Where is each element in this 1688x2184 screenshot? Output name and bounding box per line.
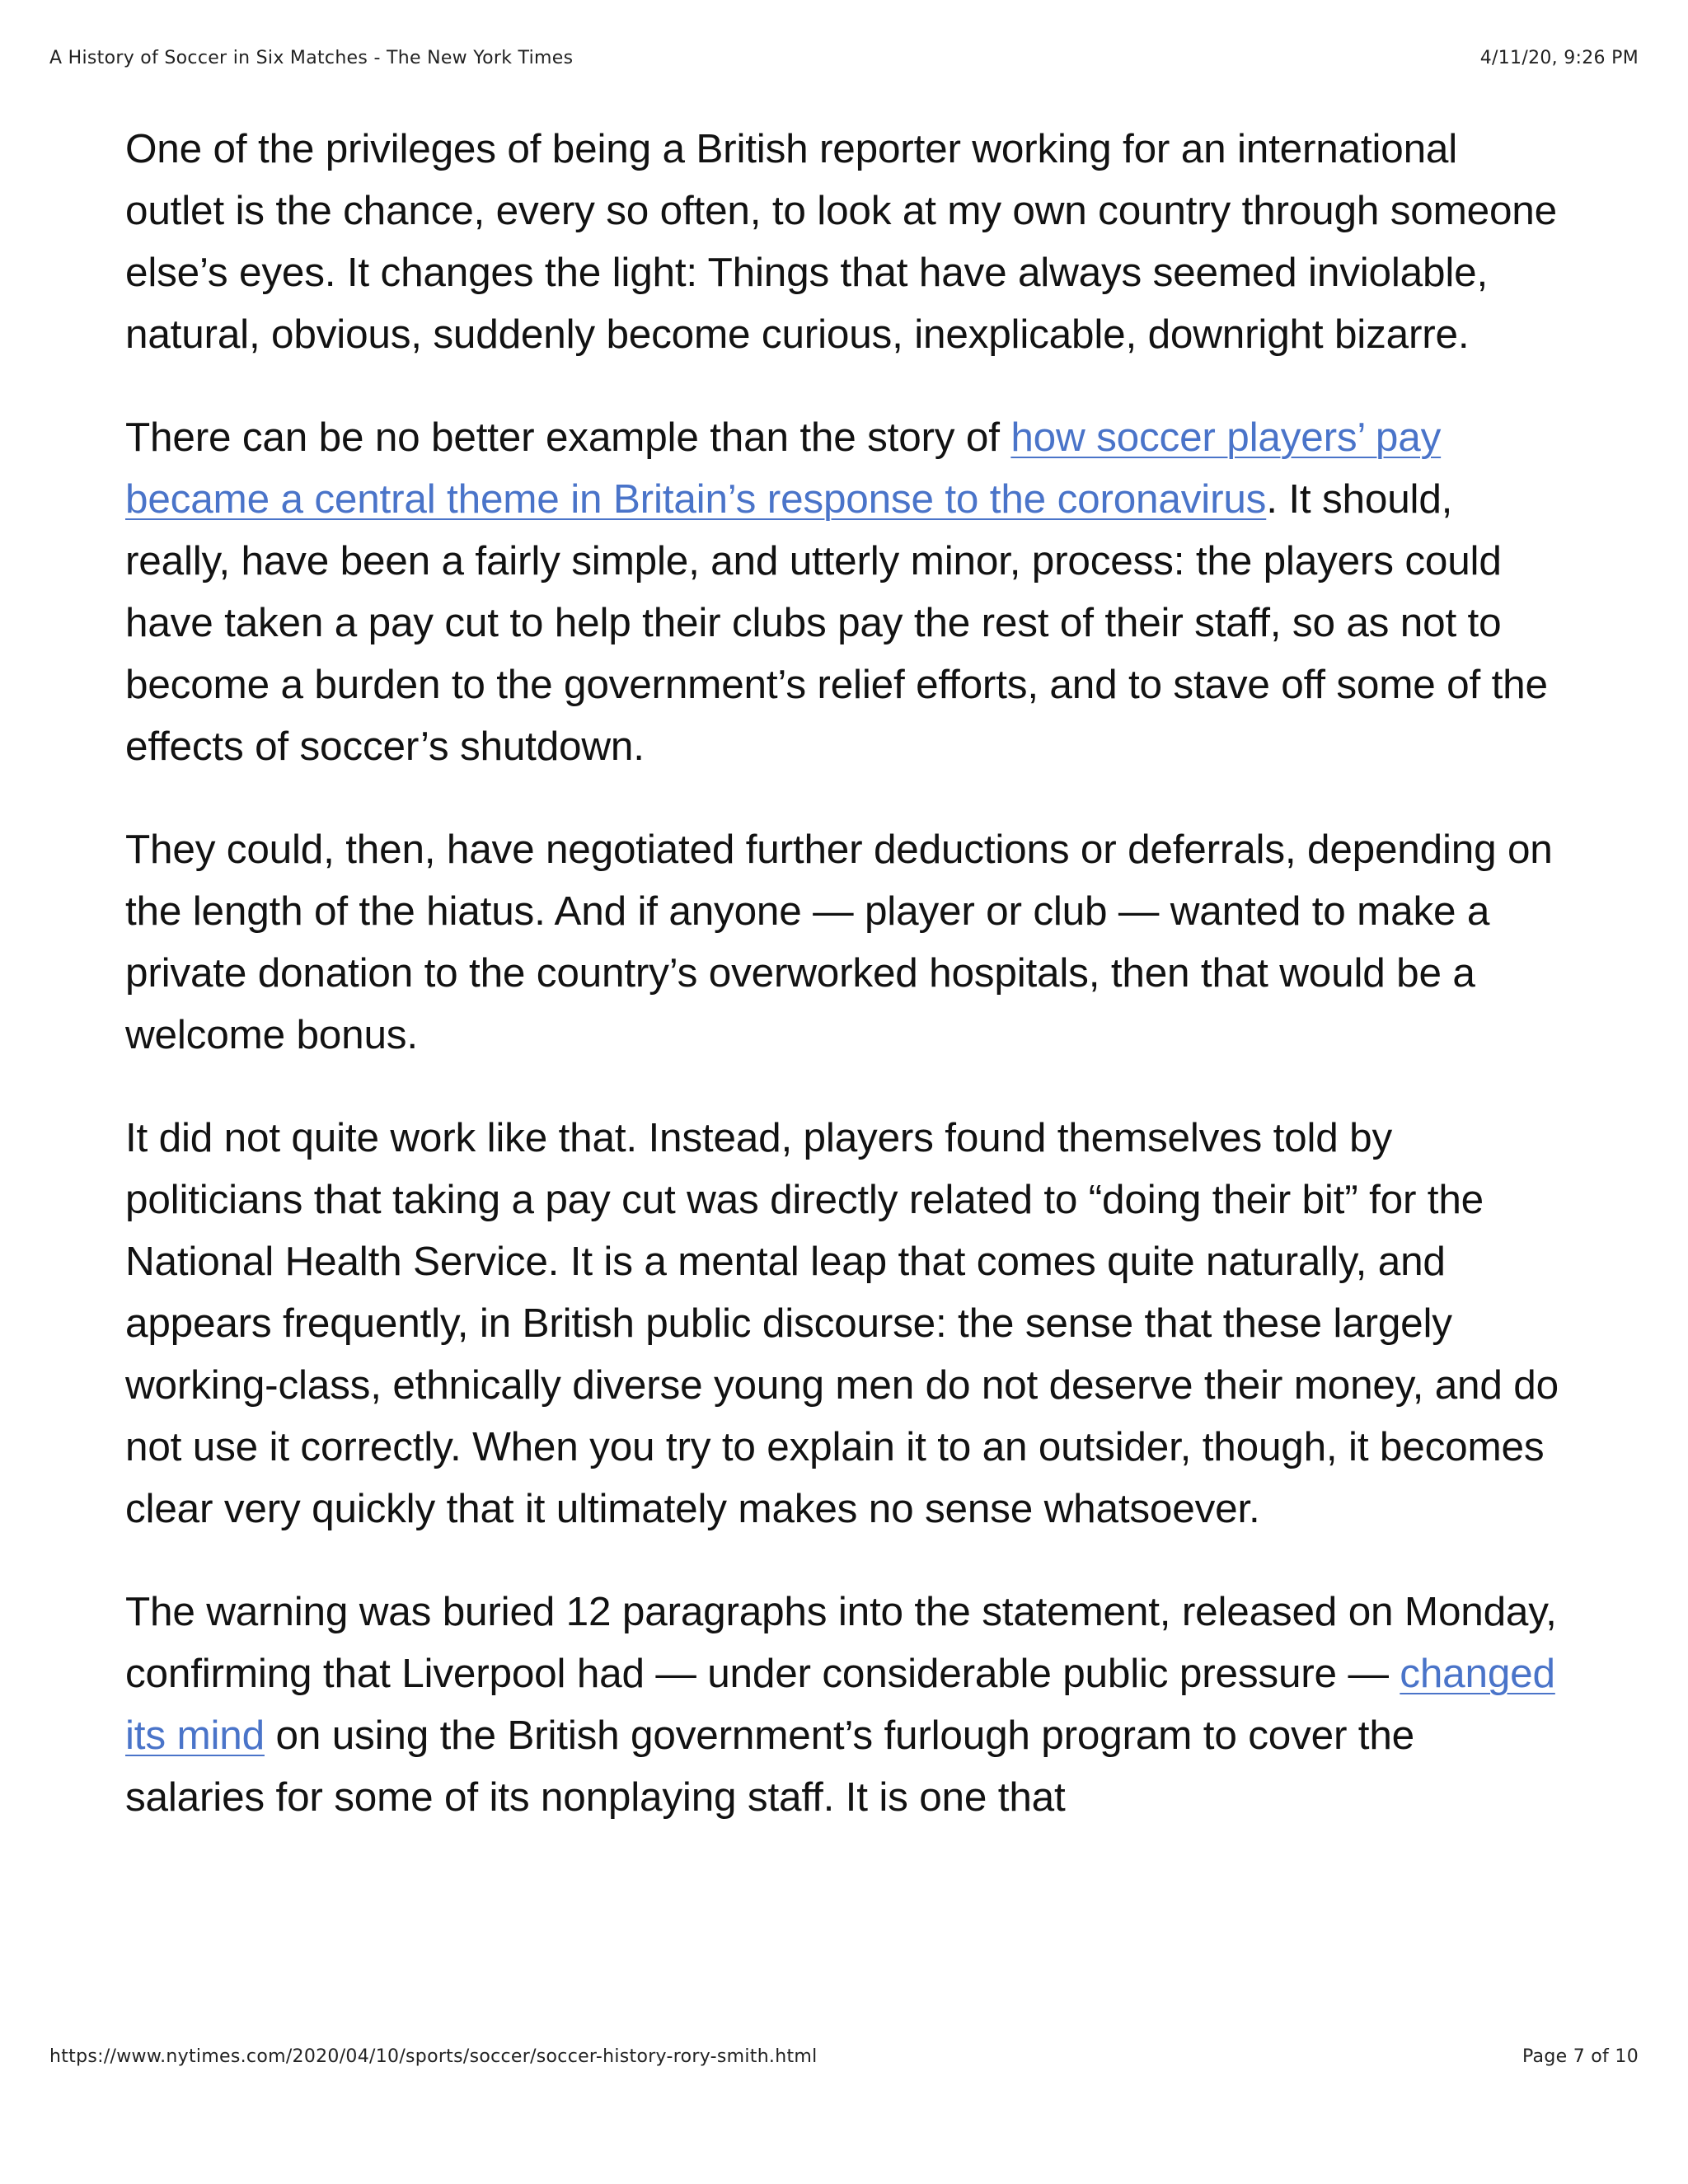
paragraph-2 — [125, 406, 1559, 777]
paragraph-5-text-end: on using the British government’s furlough program to cover the salaries for some of its nonplaying staff. It is one that — [125, 1713, 1415, 1820]
paragraph-5 — [125, 1581, 1559, 1828]
paragraph-3: They could, then, have negotiated further deductions or deferrals, depending on the length of the hiatus. And if anyone — player or club — wanted to make a private donation to the country’s overworked hospitals, then that would be a welcome bonus. — [125, 827, 1553, 1057]
soccer-pay-link[interactable]: how soccer players’ pay became a central theme in Britain’s response to the coronavirus — [125, 415, 1442, 522]
print-footer — [49, 2046, 1639, 2067]
article-body — [125, 118, 1559, 1869]
changed-its-mind-link[interactable]: changed its mind — [125, 1651, 1555, 1758]
page-url: https://www.nytimes.com/2020/04/10/sports/soccer/soccer-history-rory-smith.html — [49, 2046, 818, 2067]
page-number: Page 7 of 10 — [1522, 2046, 1639, 2067]
print-datetime: 4/11/20, 9:26 PM — [1479, 48, 1639, 68]
paragraph-4: It did not quite work like that. Instead, players found themselves told by politicians that taking a pay cut was directly related to “doing their bit” for the National Health Service. It is a mental leap that comes quite naturally, and appears frequently, in British public discourse: the sense that these largely working-class, ethnically diverse young men do not deserve their money, and do not use it correctly. When you try to explain it to an outsider, though, it becomes clear very quickly that it ultimately makes no sense whatsoever. — [125, 1115, 1559, 1531]
print-header — [49, 48, 1639, 68]
page-title: A History of Soccer in Six Matches - The New York Times — [49, 48, 574, 68]
paragraph-2-text-start: There can be no better example than the story of — [125, 415, 1011, 460]
paragraph-1: One of the privileges of being a British reporter working for an international outlet is the chance, every so often, to look at my own country through someone else’s eyes. It changes the light: Things that have always seemed inviolable, natural, obvious, suddenly become curious, inexplicable, downright bizarre. — [125, 126, 1557, 357]
paragraph-2-text-end: . It should, really, have been a fairly simple, and utterly minor, process: the players could have taken a pay cut to help their clubs pay the rest of their staff, so as not to become a burden to the government’s relief efforts, and to stave off some of the effects of soccer’s shutdown. — [125, 476, 1548, 769]
paragraph-5-text-start: The warning was buried 12 paragraphs into the statement, released on Monday, confirming that Liverpool had — under considerable public pressure — — [125, 1589, 1557, 1696]
